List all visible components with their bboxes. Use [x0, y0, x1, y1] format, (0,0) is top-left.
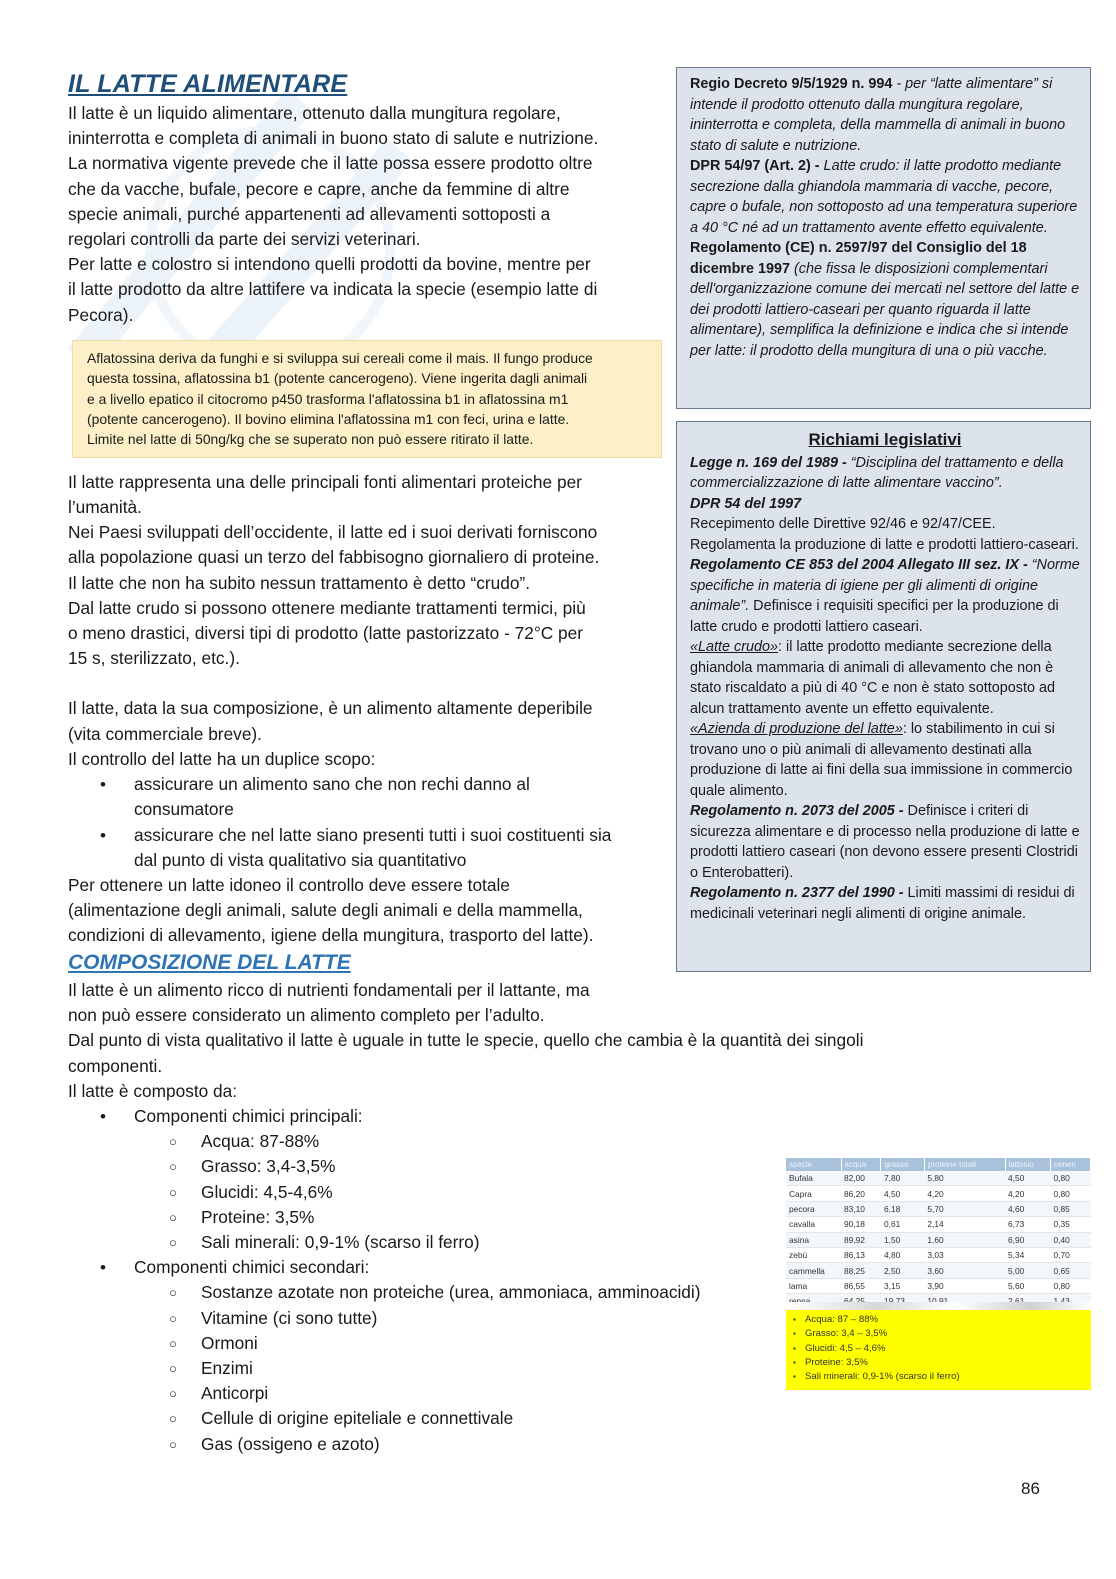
- table-cell: 6,73: [1005, 1217, 1050, 1232]
- table-cell: 5,80: [924, 1171, 1005, 1186]
- table-cell: 83,10: [841, 1201, 881, 1216]
- note-line: e a livello epatico il citocromo p450 trasforma l'aflatossina b1 in aflatossina m1: [87, 390, 569, 407]
- table-cell: asina: [786, 1232, 841, 1247]
- table-cell: Bufala: [786, 1171, 841, 1186]
- text-line: alla popolazione quasi un terzo del fabbisogno giornaliero di proteine.: [68, 547, 600, 568]
- list-item: • assicurare che nel latte siano presenti tutti i suoi costituenti sia dal punto di vista qualitativo sia quantitativo: [68, 823, 668, 873]
- text-line: l’umanità.: [68, 497, 142, 518]
- list-item: ○ Ormoni: [134, 1331, 968, 1356]
- table-cell: 4,20: [1005, 1186, 1050, 1201]
- table-cell: 3,60: [924, 1263, 1005, 1278]
- column-header: proteine totali: [924, 1158, 1005, 1171]
- text-line: Il latte, data la sua composizione, è un alimento altamente deperibile: [68, 698, 593, 719]
- table-cell: 2,14: [924, 1217, 1005, 1232]
- list-item: ○ Vitamine (ci sono tutte): [134, 1306, 968, 1331]
- text-line: regolari controlli da parte dei servizi veterinari.: [68, 229, 421, 250]
- table-cell: 6,18: [881, 1201, 924, 1216]
- section-title-composition: COMPOSIZIONE DEL LATTE: [68, 950, 351, 974]
- table-cell: 0,70: [1050, 1247, 1090, 1262]
- table-cell: 1,60: [924, 1232, 1005, 1247]
- list-item: ○ Enzimi: [134, 1356, 968, 1381]
- text-line: 15 s, sterilizzato, etc.).: [68, 648, 240, 669]
- control-purpose-list: [68, 772, 668, 873]
- table-cell: Capra: [786, 1186, 841, 1201]
- text-line: ininterrotta e completa di animali in buono stato di salute e nutrizione.: [68, 128, 599, 149]
- table-cell: 5,70: [924, 1201, 1005, 1216]
- list-item: ▪ Grasso: 3,4 – 3,5%: [789, 1327, 1091, 1341]
- text-line: specie animali, purché appartenenti ad allevamenti sottoposti a: [68, 203, 551, 224]
- table-cell: 82,00: [841, 1171, 881, 1186]
- definition-regio-decreto: Regio Decreto 9/5/1929 n. 994 - per “latte alimentare” si intende il prodotto ottenuto dalla mungitura regolare, ininterrotta e completa, della mammella di animali in buono stato di salute e nutrizione.: [690, 76, 1066, 154]
- table-cell: 0,80: [1050, 1186, 1090, 1201]
- table-row: [786, 1217, 1091, 1232]
- text-line: non può essere considerato un alimento completo per l’adulto.: [68, 1005, 545, 1026]
- figure-divider: [786, 1302, 1091, 1310]
- table-cell: 6,90: [1005, 1232, 1050, 1247]
- table-cell: 5,00: [1005, 1263, 1050, 1278]
- table-cell: 89,92: [841, 1232, 881, 1247]
- table-cell: 0,80: [1050, 1278, 1090, 1293]
- list-item: ○ Anticorpi: [134, 1381, 968, 1406]
- table-cell: 4,50: [881, 1186, 924, 1201]
- table-cell: 86,20: [841, 1186, 881, 1201]
- table-cell: 1,50: [881, 1232, 924, 1247]
- table-cell: 5,34: [1005, 1247, 1050, 1262]
- list-item: ○ Glucidi: 4,5-4,6%: [134, 1180, 968, 1205]
- text-line: o meno drastici, diversi tipi di prodotto (latte pastorizzato - 72°C per: [68, 623, 584, 644]
- text-line: Dal latte crudo si possono ottenere mediante trattamenti termici, più: [68, 597, 586, 618]
- column-header: ceneri: [1050, 1158, 1090, 1171]
- table-row: [786, 1263, 1091, 1278]
- list-item: ○ Proteine: 3,5%: [134, 1205, 968, 1230]
- definition-regolamento-2597-97: Regolamento (CE) n. 2597/97 del Consiglio del 18 dicembre 1997 (che fissa le disposizioni complementari dell'organizzazione comune dei mercati nel settore del latte e dei prodotti lattiero-caseari per quanto riguarda il latte alimentare), semplifica la definizione e indica che si intende per latte: il prodotto della mungitura di una o più vacche.: [690, 240, 1080, 359]
- ref-regolamento-853: Regolamento CE 853 del 2004 Allegato III sez. IX - “Norme specifiche in materia di igiene per gli alimenti di origine animale”. Definisce i requisiti specifici per la produzione di latte crudo e prodotti lattiero caseari.: [690, 557, 1080, 635]
- table-cell: 2,50: [881, 1263, 924, 1278]
- table-cell: 3,03: [924, 1247, 1005, 1262]
- list-item: ○ Gas (ossigeno e azoto): [134, 1432, 968, 1457]
- table-cell: 3,15: [881, 1278, 924, 1293]
- text-line: Il latte è composto da:: [68, 1080, 238, 1101]
- table-cell: 90,18: [841, 1217, 881, 1232]
- table-cell: 7,80: [881, 1171, 924, 1186]
- text-line: Pecora).: [68, 304, 134, 325]
- table-cell: pecora: [786, 1201, 841, 1216]
- text-line: che da vacche, bufale, pecore e capre, anche da femmine di altre: [68, 178, 570, 199]
- table-cell: 0,35: [1050, 1217, 1090, 1232]
- text-line: La normativa vigente prevede che il latte possa essere prodotto oltre: [68, 153, 593, 174]
- table-row: [786, 1171, 1091, 1186]
- table-cell: 4,20: [924, 1186, 1005, 1201]
- column-header: grasso: [881, 1158, 924, 1171]
- text-line: Dal punto di vista qualitativo il latte è uguale in tutte le specie, quello che cambia è la quantità dei singoli: [68, 1030, 864, 1051]
- text-line: condizioni di allevamento, igiene della mungitura, trasporto del latte).: [68, 925, 594, 946]
- definition-dpr-54-97: DPR 54/97 (Art. 2) - Latte crudo: il latte prodotto mediante secrezione dalla ghiandola mammaria di vacche, pecore, capre o bufale, non sottoposto ad una temperatura superiore a 40 °C né ad un trattamento avente effetto equivalente.: [690, 158, 1078, 236]
- table-row: [786, 1247, 1091, 1262]
- table-cell: 5,60: [1005, 1278, 1050, 1293]
- main-components-label: • Componenti chimici principali:: [134, 1106, 363, 1127]
- table-cell: 0,61: [881, 1217, 924, 1232]
- text-line: (vita commerciale breve).: [68, 723, 262, 744]
- table-row: [786, 1232, 1091, 1247]
- legislative-references-box: [676, 421, 1091, 972]
- table-cell: cammella: [786, 1263, 841, 1278]
- page-number: 86: [1021, 1479, 1040, 1498]
- intro-paragraph: [68, 101, 668, 328]
- text-line: Il latte è un alimento ricco di nutrienti fondamentali per il lattante, ma: [68, 980, 590, 1000]
- ref-legge-169: Legge n. 169 del 1989 - “Disciplina del trattamento e della commercializzazione di latte alimentare vaccino”.: [690, 454, 1064, 491]
- list-item: ○ Acqua: 87-88%: [134, 1129, 968, 1154]
- table-cell: 3,90: [924, 1278, 1005, 1293]
- ref-latte-crudo: «Latte crudo»: il latte prodotto mediante secrezione della ghiandola mammaria di animali di allevamento che non è stato riscaldato a più di 40 °C e non è stato sottoposto ad alcun trattamento avente un effetto equivalente.: [690, 639, 1055, 717]
- table-cell: 86,13: [841, 1247, 881, 1262]
- text-line: Il latte rappresenta una delle principali fonti alimentari proteiche per: [68, 471, 582, 492]
- text-line: Il latte che non ha subito nessun trattamento è detto “crudo”.: [68, 572, 531, 593]
- column-header: specie: [786, 1158, 841, 1171]
- note-line: Limite nel latte di 50ng/kg che se superato non può essere ritirato il latte.: [87, 431, 534, 448]
- table-row: [786, 1201, 1091, 1216]
- list-item: ○ Sostanze azotate non proteiche (urea, ammoniaca, amminoacidi): [134, 1280, 968, 1305]
- protein-paragraph: [68, 470, 668, 949]
- table-cell: 0,40: [1050, 1232, 1090, 1247]
- text-line: Il controllo del latte ha un duplice scopo:: [68, 748, 376, 769]
- text-line: Il latte è un liquido alimentare, ottenuto dalla mungitura regolare,: [68, 103, 561, 123]
- ref-dpr-54: DPR 54 del 1997: [690, 495, 802, 512]
- note-line: (potente cancerogeno). Il bovino elimina l'aflatossina m1 con feci, urina e latte.: [87, 411, 570, 428]
- list-item: ○ Cellule di origine epiteliale e connettivale: [134, 1406, 968, 1431]
- list-item: ○ Sali minerali: 0,9-1% (scarso il ferro): [134, 1230, 968, 1255]
- species-composition-table: [786, 1158, 1091, 1310]
- table-cell: lama: [786, 1278, 841, 1293]
- table-cell: 86,55: [841, 1278, 881, 1293]
- table-cell: 4,60: [1005, 1201, 1050, 1216]
- table-cell: 88,25: [841, 1263, 881, 1278]
- composition-summary-box: [786, 1310, 1091, 1390]
- milk-composition-figure: [786, 1158, 1091, 1390]
- list-item: ▪ Proteine: 3,5%: [789, 1356, 1091, 1370]
- note-line: questa tossina, aflatossina b1 (potente cancerogeno). Viene ingerita dagli animali: [87, 370, 588, 387]
- note-line: Aflatossina deriva da funghi e si sviluppa sui cereali come il mais. Il fungo produce: [87, 349, 593, 366]
- list-item: • assicurare un alimento sano che non rechi danno al consumatore: [68, 772, 668, 822]
- list-item: ▪ Glucidi: 4,5 – 4,6%: [789, 1342, 1091, 1356]
- aflatoxin-note: [72, 340, 662, 458]
- table-cell: 0,65: [1050, 1263, 1090, 1278]
- box-title: Richiami legislativi: [808, 430, 962, 449]
- column-header: acqua: [841, 1158, 881, 1171]
- left-column: [68, 70, 668, 979]
- list-item: ▪ Sali minerali: 0,9-1% (scarso il ferro): [789, 1370, 1091, 1384]
- table-row: [786, 1278, 1091, 1293]
- text-line: (alimentazione degli animali, salute degli animali e della mammella,: [68, 900, 583, 921]
- list-item: ○ Grasso: 3,4-3,5%: [134, 1154, 968, 1179]
- text-line: il latte prodotto da altre lattifere va indicata la specie (esempio latte di: [68, 279, 598, 300]
- table-cell: 0,85: [1050, 1201, 1090, 1216]
- table-header-row: [786, 1158, 1091, 1171]
- ref-dpr-54-text: Recepimento delle Direttive 92/46 e 92/47/CEE. Regolamenta la produzione di latte e prodotti lattiero-caseari.: [690, 516, 1079, 553]
- text-line: Nei Paesi sviluppati dell’occidente, il latte ed i suoi derivati forniscono: [68, 522, 598, 543]
- ref-regolamento-2073: Regolamento n. 2073 del 2005 - Definisce i criteri di sicurezza alimentare e di processo nella produzione di latte e prodotti lattiero caseari (non devono essere presenti Clostridi o Enterobatteri).: [690, 803, 1080, 881]
- list-item: ▪ Acqua: 87 – 88%: [789, 1313, 1091, 1327]
- ref-regolamento-2377: Regolamento n. 2377 del 1990 - Limiti massimi di residui di medicinali veterinari negli alimenti di origine animale.: [690, 885, 1075, 922]
- secondary-components-label: • Componenti chimici secondari:: [134, 1257, 370, 1278]
- legal-definitions-box: [676, 67, 1091, 409]
- text-line: componenti.: [68, 1055, 163, 1076]
- table-cell: 4,50: [1005, 1171, 1050, 1186]
- text-line: Per ottenere un latte idoneo il controllo deve essere totale: [68, 874, 510, 895]
- page-title: IL LATTE ALIMENTARE: [68, 70, 348, 98]
- text-line: Per latte e colostro si intendono quelli prodotti da bovine, mentre per: [68, 254, 591, 275]
- column-header: lattosio: [1005, 1158, 1050, 1171]
- table-cell: 4,80: [881, 1247, 924, 1262]
- table-row: [786, 1186, 1091, 1201]
- table-cell: 0,80: [1050, 1171, 1090, 1186]
- table-cell: cavalla: [786, 1217, 841, 1232]
- ref-azienda-produzione: «Azienda di produzione del latte»: lo stabilimento in cui si trovano uno o più animali di allevamento destinati alla produzione di latte ai fini della sua immissione in commercio quale alimento.: [690, 721, 1073, 799]
- table-cell: zebù: [786, 1247, 841, 1262]
